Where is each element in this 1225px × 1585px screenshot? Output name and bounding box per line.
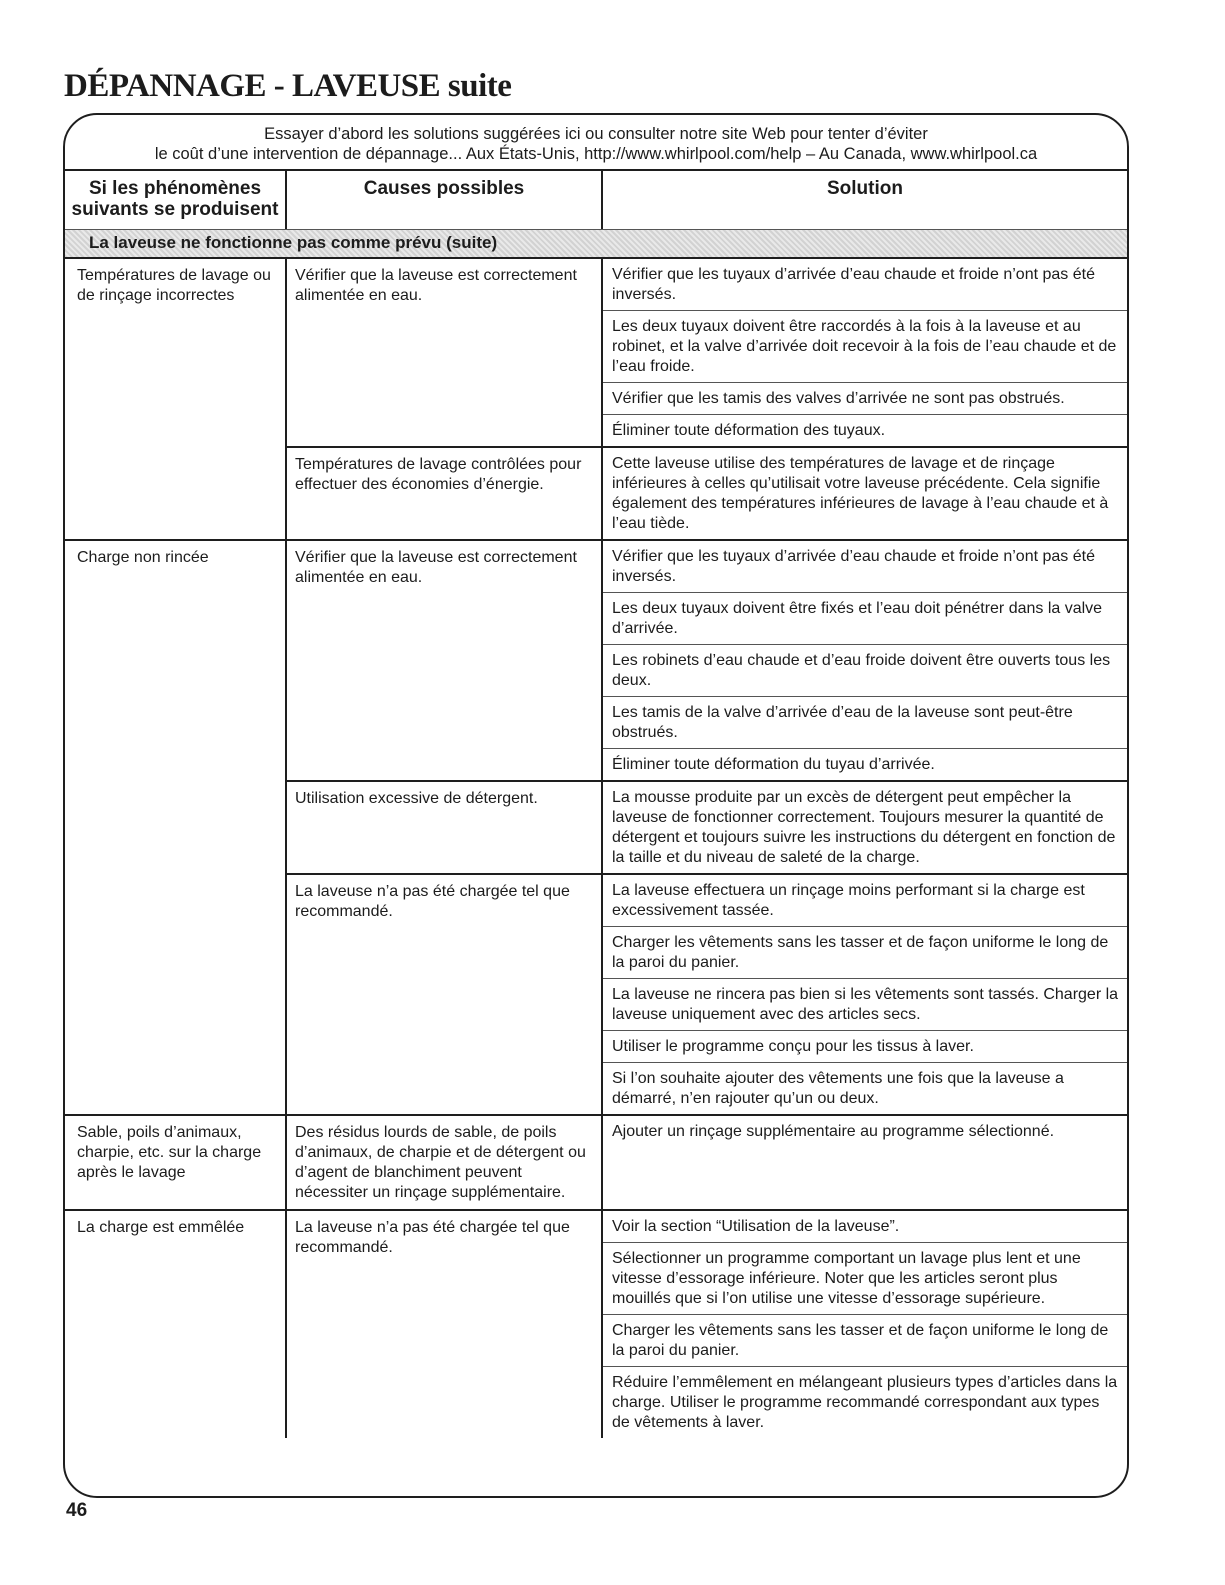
causes-group — [287, 1116, 1127, 1209]
solution-item: Les deux tuyaux doivent être raccordés à la fois à la laveuse et au robinet, et la valve d’arrivée doit recevoir à la fois de l’eau chaude et de l’eau froide. — [603, 311, 1127, 383]
table-row — [65, 541, 1127, 1116]
table-row — [65, 1211, 1127, 1438]
cause-row — [287, 875, 1127, 1114]
solution-item: La laveuse ne rincera pas bien si les vêtements sont tassés. Charger la laveuse uniquement avec des articles secs. — [603, 979, 1127, 1031]
symptom-cell: Sable, poils d’animaux, charpie, etc. sur la charge après le lavage — [65, 1116, 287, 1209]
solution-item: La mousse produite par un excès de détergent peut empêcher la laveuse de fonctionner correctement. Toujours mesurer la quantité de détergent et toujours suivre les instructions du détergent en fonction de la taille et du niveau de saleté de la charge. — [612, 789, 1116, 866]
solution-item: Vérifier que les tuyaux d’arrivée d’eau chaude et froide n’ont pas été inversés. — [603, 541, 1127, 593]
solutions-cell — [603, 259, 1127, 446]
solutions-cell — [603, 875, 1127, 1114]
causes-group — [287, 1211, 1127, 1438]
solutions-cell — [603, 1116, 1127, 1209]
solution-item: Éliminer toute déformation du tuyau d’arrivée. — [612, 756, 935, 773]
solution-item: Réduire l’emmêlement en mélangeant plusieurs types d’articles dans la charge. Utiliser le programme recommandé correspondant aux types de vêtements à laver. — [612, 1374, 1118, 1431]
solution-item: Les robinets d’eau chaude et d’eau froide doivent être ouverts tous les deux. — [603, 645, 1127, 697]
cause-row — [287, 1116, 1127, 1209]
cause-cell: Utilisation excessive de détergent. — [287, 782, 603, 873]
cause-row — [287, 782, 1127, 875]
header-causes: Causes possibles — [287, 171, 603, 229]
page-title: DÉPANNAGE - LAVEUSE suite — [64, 68, 512, 104]
solution-item: Vérifier que les tuyaux d’arrivée d’eau chaude et froide n’ont pas été inversés. — [603, 259, 1127, 311]
header-symptom: Si les phénomènes suivants se produisent — [65, 171, 287, 229]
section-heading: La laveuse ne fonctionne pas comme prévu (suite) — [65, 230, 1127, 259]
solution-item: Si l’on souhaite ajouter des vêtements une fois que la laveuse a démarré, n’en rajouter qu’un ou deux. — [612, 1070, 1064, 1107]
solutions-cell — [603, 1211, 1127, 1438]
solution-item: Les tamis de la valve d’arrivée d’eau de la laveuse sont peut-être obstrués. — [603, 697, 1127, 749]
solution-item: Charger les vêtements sans les tasser et de façon uniforme le long de la paroi du panier. — [603, 927, 1127, 979]
table-row — [65, 1116, 1127, 1211]
solutions-cell — [603, 782, 1127, 873]
cause-row — [287, 541, 1127, 782]
symptom-cell: Charge non rincée — [65, 541, 287, 1114]
symptom-cell: Températures de lavage ou de rinçage incorrectes — [65, 259, 287, 539]
solution-item: Vérifier que les tamis des valves d’arrivée ne sont pas obstrués. — [603, 383, 1127, 415]
solution-item: Utiliser le programme conçu pour les tissus à laver. — [603, 1031, 1127, 1063]
solution-item: Voir la section “Utilisation de la laveuse”. — [603, 1211, 1127, 1243]
cause-cell: La laveuse n’a pas été chargée tel que recommandé. — [287, 1211, 603, 1438]
cause-row — [287, 259, 1127, 448]
solution-item: Les deux tuyaux doivent être fixés et l’eau doit pénétrer dans la valve d’arrivée. — [603, 593, 1127, 645]
solution-item: Cette laveuse utilise des températures de lavage et de rinçage inférieures à celles qu’utilisait votre laveuse précédente. Cela signifie également des températures inférieures de lavage à l’eau chaude et à l’eau tiède. — [612, 455, 1109, 532]
cause-cell: Vérifier que la laveuse est correctement alimentée en eau. — [287, 259, 603, 446]
solution-item: Sélectionner un programme comportant un lavage plus lent et une vitesse d’essorage inférieure. Noter que les articles seront plus mouillés que si l’on utilise une vitesse d’essorage supérieure. — [603, 1243, 1127, 1315]
cause-cell: Vérifier que la laveuse est correctement alimentée en eau. — [287, 541, 603, 780]
solution-item: La laveuse effectuera un rinçage moins performant si la charge est excessivement tassée. — [603, 875, 1127, 927]
header-solution: Solution — [827, 178, 903, 199]
table-body — [65, 259, 1127, 1438]
cause-cell: Températures de lavage contrôlées pour effectuer des économies d’énergie. — [287, 448, 603, 539]
causes-group — [287, 541, 1127, 1114]
cause-row — [287, 448, 1127, 539]
troubleshooting-frame — [63, 113, 1129, 1498]
cause-row — [287, 1211, 1127, 1438]
solutions-cell — [603, 448, 1127, 539]
causes-group — [287, 259, 1127, 539]
intro-line-1: Essayer d’abord les solutions suggérées ici ou consulter notre site Web pour tenter d’éviter — [264, 125, 928, 143]
symptom-cell: La charge est emmêlée — [65, 1211, 287, 1438]
solution-item: Éliminer toute déformation des tuyaux. — [612, 422, 886, 439]
table-header — [65, 171, 1127, 230]
solution-item: Charger les vêtements sans les tasser et de façon uniforme le long de la paroi du panier. — [603, 1315, 1127, 1367]
solution-item: Ajouter un rinçage supplémentaire au programme sélectionné. — [612, 1123, 1055, 1140]
table-row — [65, 259, 1127, 541]
intro-line-2: le coût d’une intervention de dépannage... Aux États-Unis, http://www.whirlpool.com/help – Au Canada, www.whirlpool.ca — [154, 145, 1038, 163]
solutions-cell — [603, 541, 1127, 780]
cause-cell: Des résidus lourds de sable, de poils d’animaux, de charpie et de détergent ou d’agent de blanchiment peuvent nécessiter un rinçage supplémentaire. — [287, 1116, 603, 1209]
cause-cell: La laveuse n’a pas été chargée tel que recommandé. — [287, 875, 603, 1114]
page-number: 46 — [66, 1500, 88, 1521]
intro-text — [65, 115, 1127, 171]
